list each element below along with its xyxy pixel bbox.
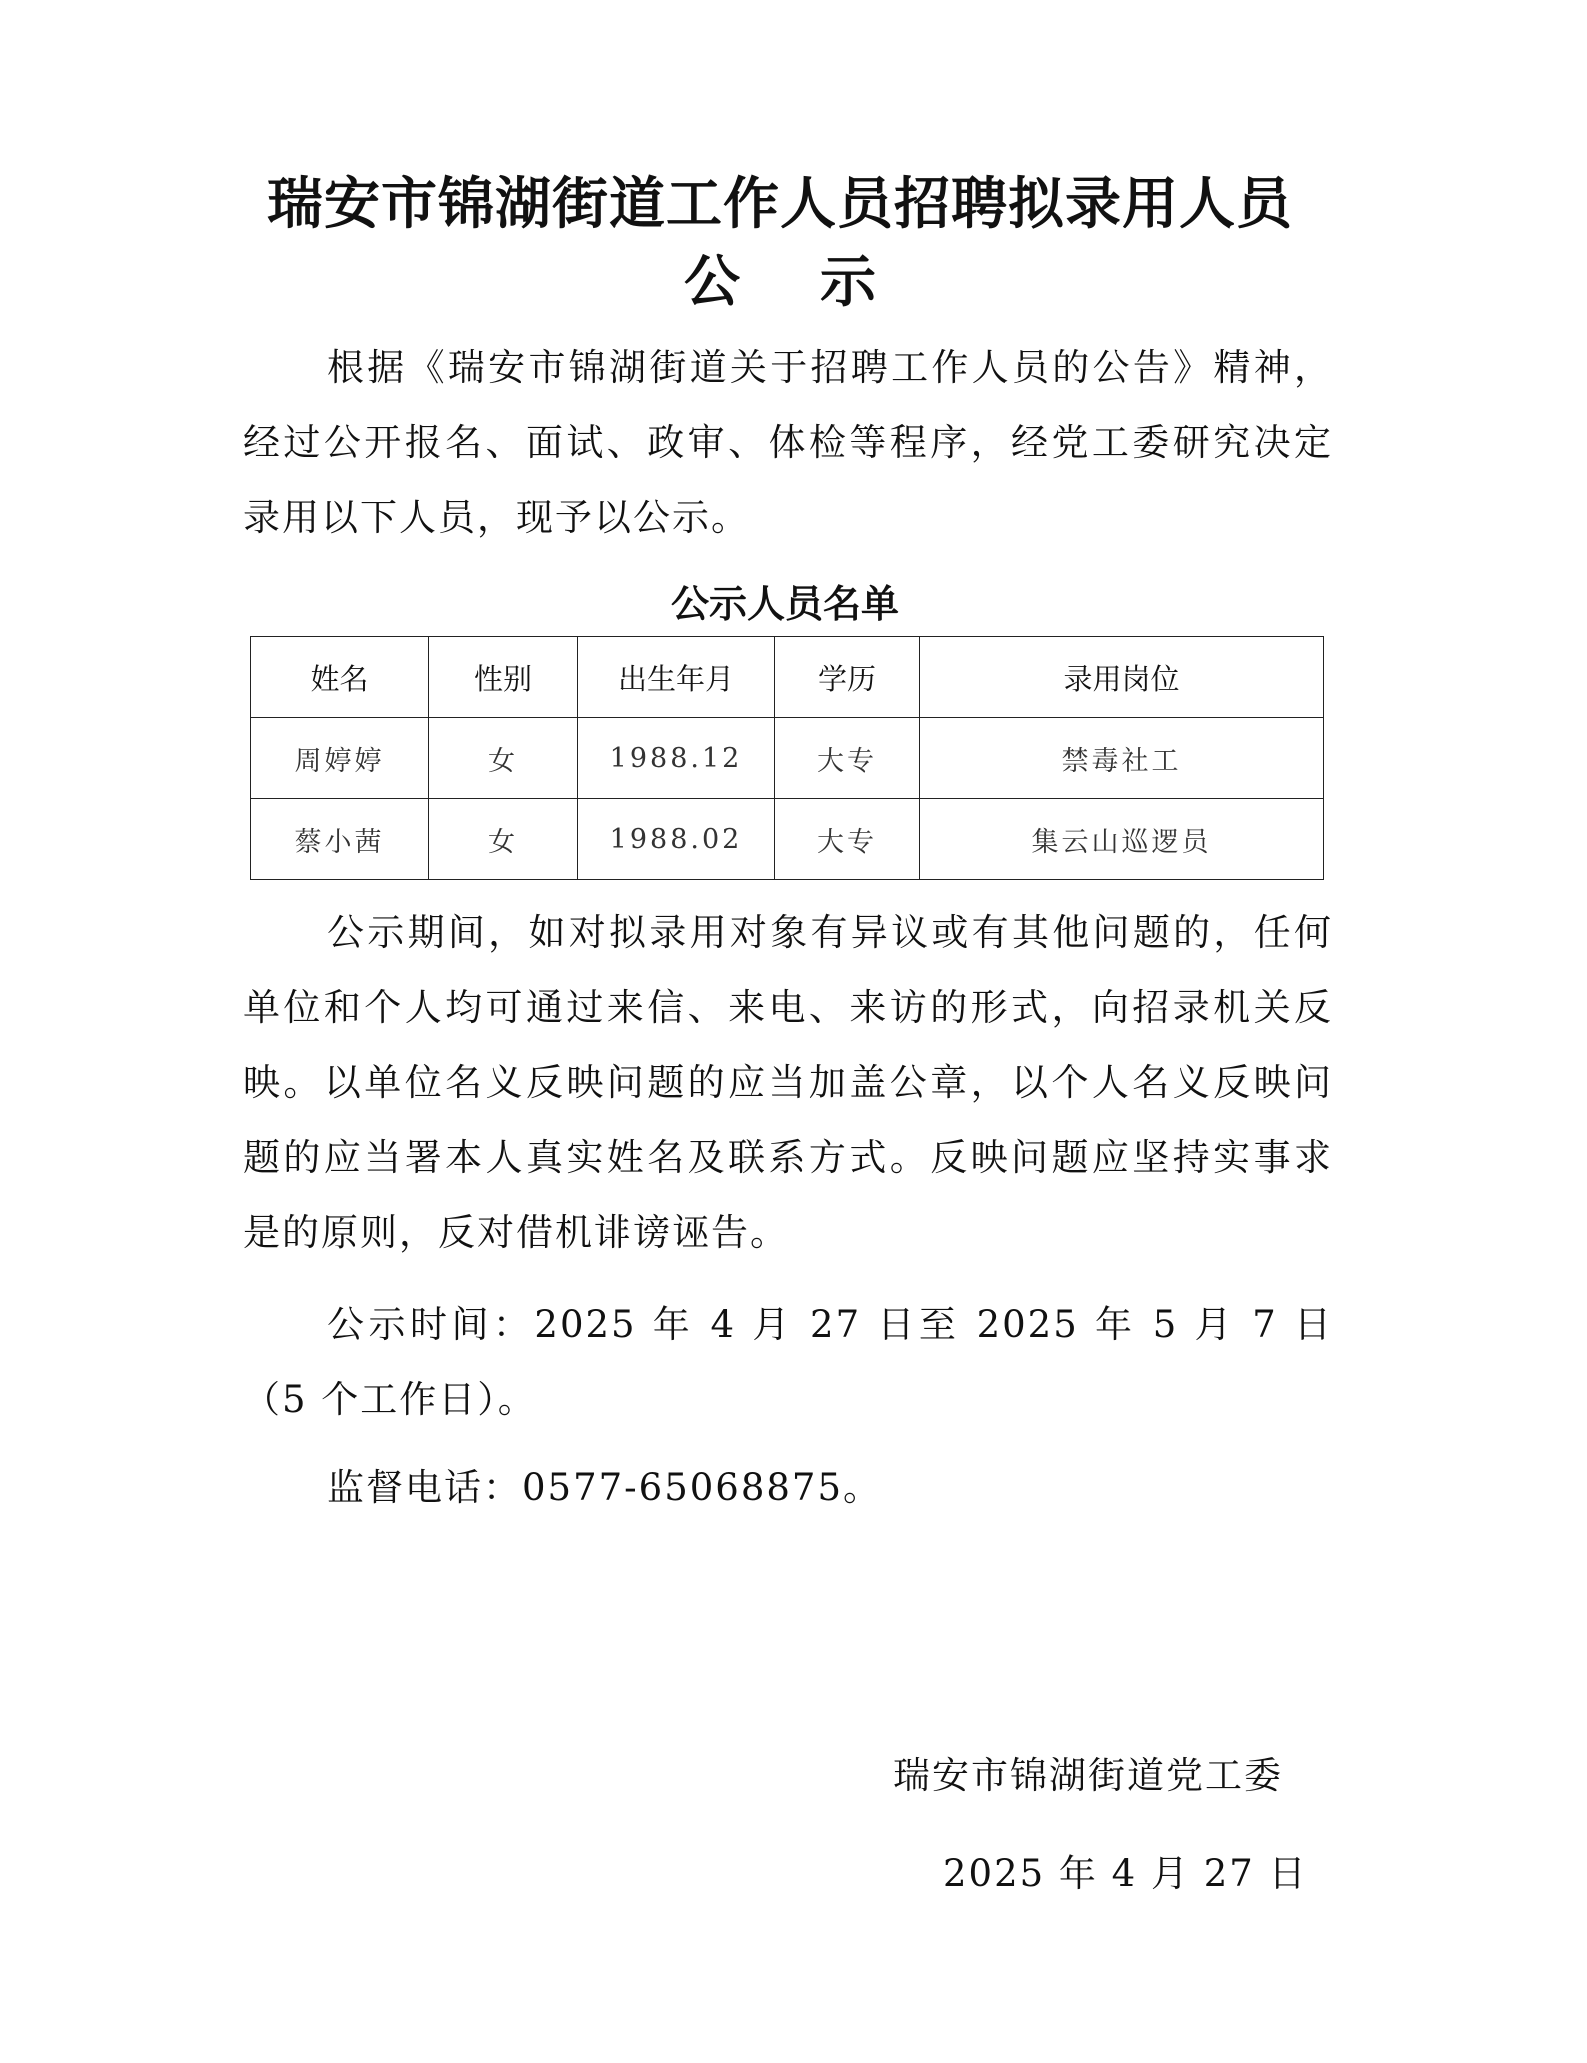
cell-gender: 女	[429, 718, 578, 799]
header-name: 姓名	[251, 637, 429, 718]
header-education: 学历	[775, 637, 920, 718]
cell-education: 大专	[775, 799, 920, 880]
objection-paragraph: 公示期间，如对拟录用对象有异议或有其他问题的，任何单位和个人均可通过来信、来电、来访的形式，向招录机关反映。以单位名义反映问题的应当加盖公章，以个人名义反映问题的应当署本人真实姓名及联系方式。反映问题应坚持实事求是的原则，反对借机诽谤诬告。	[243, 911, 1333, 1254]
period-paragraph: 公示时间：2025 年 4 月 27 日至 2025 年 5 月 7 日（5 个工作日）。	[243, 1303, 1333, 1421]
table-row	[251, 799, 1324, 880]
cell-gender: 女	[429, 799, 578, 880]
signature-organization: 瑞安市锦湖街道党工委	[893, 1754, 1283, 1797]
signature-date: 2025 年 4 月 27 日	[943, 1852, 1308, 1895]
document-title-suffix: 公示	[684, 249, 956, 315]
header-birth: 出生年月	[578, 637, 775, 718]
cell-birth: 1988.02	[578, 799, 775, 880]
cell-position: 禁毒社工	[920, 718, 1324, 799]
cell-birth: 1988.12	[578, 718, 775, 799]
table-caption: 公示人员名单	[670, 582, 899, 626]
table-row	[251, 718, 1324, 799]
hire-list-table	[250, 636, 1324, 880]
document-title: 瑞安市锦湖街道工作人员招聘拟录用人员	[267, 171, 1293, 237]
header-position: 录用岗位	[920, 637, 1324, 718]
table-header-row	[251, 637, 1324, 718]
hotline-paragraph: 监督电话：0577-65068875。	[327, 1466, 882, 1509]
intro-paragraph: 根据《瑞安市锦湖街道关于招聘工作人员的公告》精神，经过公开报名、面试、政审、体检等程序，经党工委研究决定录用以下人员，现予以公示。	[243, 346, 1333, 539]
cell-education: 大专	[775, 718, 920, 799]
cell-name: 蔡小茜	[251, 799, 429, 880]
cell-position: 集云山巡逻员	[920, 799, 1324, 880]
header-gender: 性别	[429, 637, 578, 718]
cell-name: 周婷婷	[251, 718, 429, 799]
